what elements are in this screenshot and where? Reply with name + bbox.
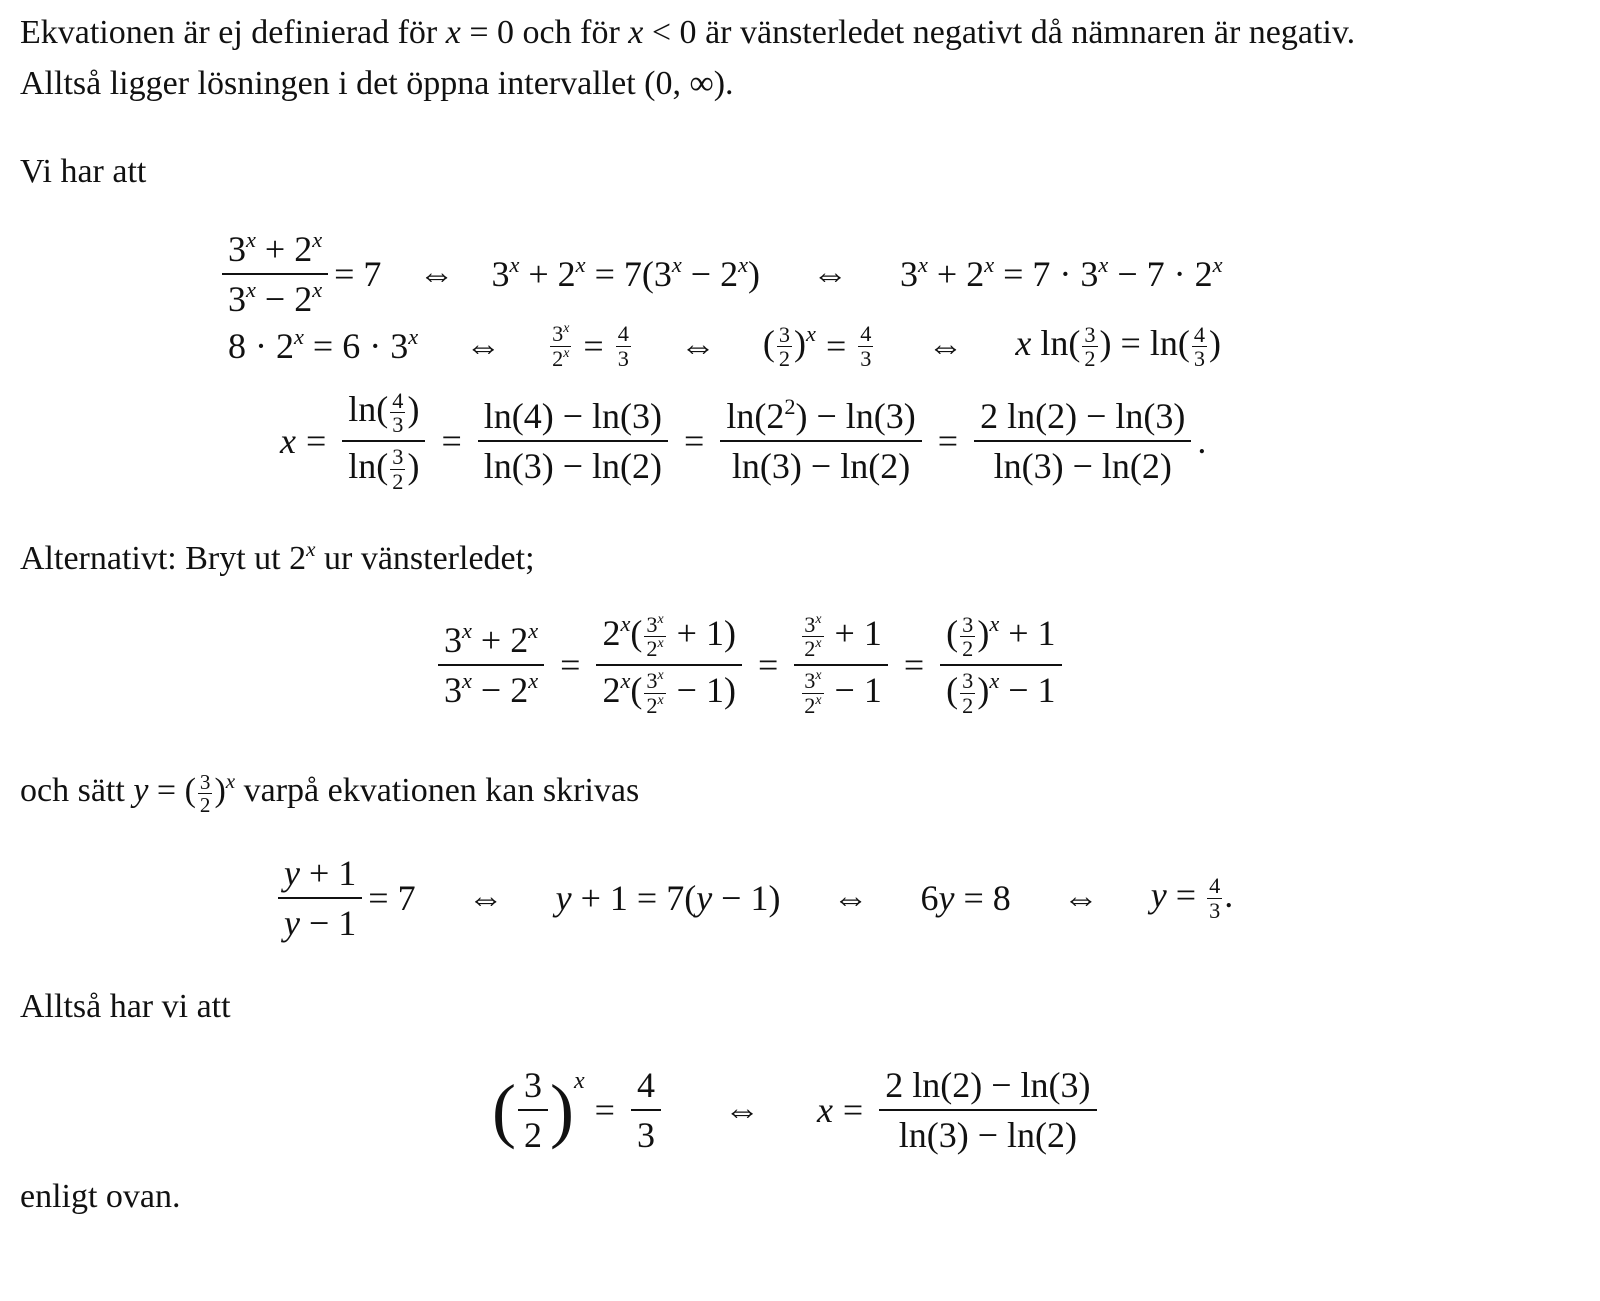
intro-line-2 <box>20 59 734 109</box>
intro-text-c: är vänsterledet negativt då nämnaren är negativ. <box>696 14 1356 51</box>
math-y-def: y = ( $\frac{3}{2}$ )$^x$ <box>133 768 236 817</box>
eq-line-6: ( $\frac{3}{2}$ ) $^x$ = $\frac{4}{3}$ ⇔ x = $\frac{2 \ln(2) - \ln(3)}{\ln(3) - \ln(2)}$ <box>492 1064 1103 1156</box>
iff-icon: ⇔ <box>465 326 502 367</box>
sub-text-a: och sätt <box>20 772 134 809</box>
eq-line-3: x = ln( $\frac{4}{3}$ ) ln( $\frac{3}{2}$ ) = $\frac{\ln(4) - \ln(3)}{\ln(3) - \ln(2)}$ = $\frac{\ln(2^2) - \ln(3)}{\ln(3) - \ln(2)}$ = $\frac{2 \ln(2) - \ln(3)}{\ln(3) - \ln(2)}$ . <box>280 387 1207 494</box>
fraction: ( $\frac{3}{2}$ )$^x$ + 1 ( $\frac{3}{2}$ )$^x$ − 1 <box>940 612 1061 717</box>
iff-icon: ⇔ <box>418 254 455 294</box>
intro-text-a: Ekvationen är ej definierad för <box>20 14 446 51</box>
iff-icon: ⇔ <box>811 254 848 294</box>
fraction: $\frac{2 \ln(2) - \ln(3)}{\ln(3) - \ln(2)}$ <box>974 395 1191 487</box>
iff-icon: ⇔ <box>1062 878 1099 918</box>
iff-icon: ⇔ <box>467 878 504 918</box>
fraction: $\frac{\ln(4) - \ln(3)}{\ln(3) - \ln(2)}$ <box>478 395 668 487</box>
iff-icon: ⇔ <box>927 326 964 367</box>
intro-text-b: och för <box>514 14 629 51</box>
eq-line-5: $\frac{y + 1}{y - 1}$ = 7 ⇔ y + 1 = 7(y − 1) ⇔ 6y = 8 ⇔ y = $\frac{4}{3}$ . <box>278 852 1233 944</box>
fraction: $\frac{2 \ln(2) - \ln(3)}{\ln(3) - \ln(2)}$ <box>879 1064 1096 1156</box>
math-x-lt-0: x < 0 <box>628 14 697 51</box>
fraction: $\frac{3^x + 2^x}{3^x - 2^x}$ <box>222 228 328 320</box>
fraction: $\frac{4}{3}$ <box>617 321 629 371</box>
math-2-pow-x: 2$^x$ <box>289 536 316 577</box>
enligt-ovan: enligt ovan. <box>20 1178 181 1215</box>
fraction: $\frac{3^x}{2^x}$ + 1 $\frac{3^x}{2^x}$ − 1 <box>794 612 888 717</box>
alt-text-a: Alternativt: Bryt ut <box>20 540 290 577</box>
intro-text-e: . <box>725 65 734 102</box>
fraction: $\frac{3}{2}$ <box>518 1064 548 1156</box>
sub-text-b: varpå ekvationen kan skrivas <box>235 772 640 809</box>
eq-line-4: $\frac{3^x + 2^x}{3^x - 2^x}$ = 2$^x$( $\frac{3^x}{2^x}$ + 1) 2$^x$( $\frac{3^x}{2^x}$ − 1) = $\frac{3^x}{2^x}$ + 1 $\frac{3^x}{2^x}$ − 1 = ( $\frac{3}{2}$ )$^x$ + 1 ( $\frac{3}{2}$ )$^x$ − 1 <box>432 612 1068 717</box>
iff-icon: ⇔ <box>679 326 716 367</box>
fraction: $\frac{3^x + 2^x}{3^x - 2^x}$ <box>438 619 544 711</box>
fraction: $\frac{y + 1}{y - 1}$ <box>278 852 362 944</box>
vi-har-att: Vi har att <box>20 153 147 190</box>
alltsa-har-vi-att: Alltså har vi att <box>20 988 231 1025</box>
fraction: $\frac{\ln(2^2) - \ln(3)}{\ln(3) - \ln(2)}$ <box>720 395 921 487</box>
alternativt-line <box>20 534 535 584</box>
fraction: $\frac{3^x}{2^x}$ <box>552 320 570 371</box>
fraction: $\frac{4}{3}$ <box>631 1064 661 1156</box>
math-x-eq-0: x = 0 <box>445 14 515 51</box>
iff-icon: ⇔ <box>832 878 869 918</box>
eq-line-2: $8 \cdot 2^x = 6 \cdot 3^x$ ⇔ $\frac{3^x}{2^x}$ = $\frac{4}{3}$ ⇔ ( $\frac{3}{2}$ )$^x$ = $\frac{4}{3}$ ⇔ x ln( $\frac{3}{2}$ ) = ln( $\frac{4}{3}$ ) <box>228 320 1221 372</box>
fraction: $\frac{4}{3}$ <box>860 321 872 371</box>
intro-line-1 <box>20 8 1355 58</box>
fraction: ln( $\frac{4}{3}$ ) ln( $\frac{3}{2}$ ) <box>342 388 425 493</box>
substitution-line <box>20 766 639 816</box>
eq-line-1: $\frac{3^x + 2^x}{3^x - 2^x}$ = 7 ⇔ $3^x + 2^x = 7(3^x - 2^x)$ ⇔ $3^x + 2^x = 7 \cdot 3^x - 7 \cdot 2^x$ <box>222 228 1223 320</box>
fraction: 2$^x$( $\frac{3^x}{2^x}$ + 1) 2$^x$( $\frac{3^x}{2^x}$ − 1) <box>596 612 742 717</box>
alt-text-b: ur vänsterledet; <box>315 540 535 577</box>
math-interval: (0, ∞) <box>644 65 726 102</box>
iff-icon: ⇔ <box>723 1090 760 1130</box>
intro-text-d: Alltså ligger lösningen i det öppna intervallet <box>20 65 645 102</box>
